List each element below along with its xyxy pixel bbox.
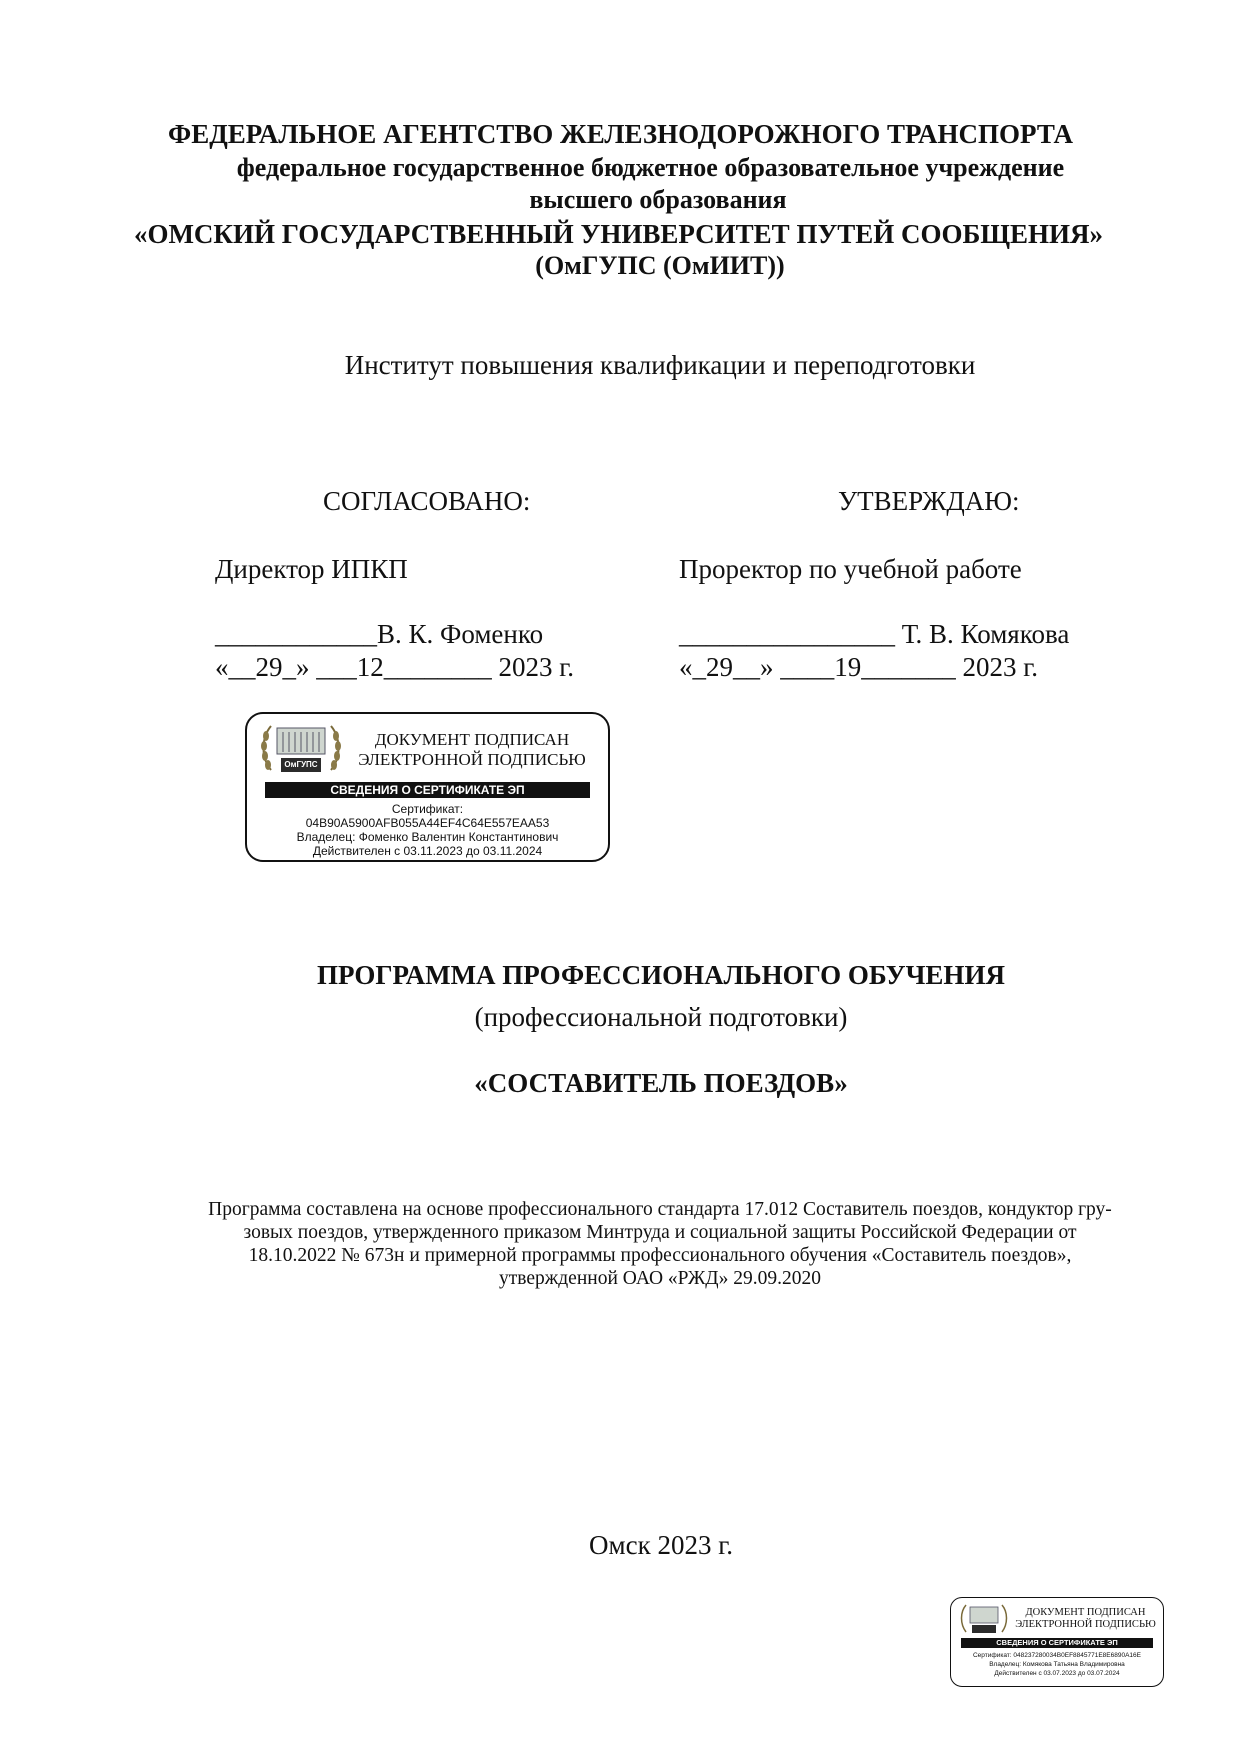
cert-label: Сертификат: bbox=[391, 802, 464, 816]
small-cert-owner: Владелец: Комякова Татьяна Владимировна bbox=[989, 1661, 1125, 1668]
small-cert-number: Сертификат: 048237280034B0EF8845771E8E6890A16E bbox=[972, 1652, 1141, 1659]
cert-number: 04B90A5900AFB055A44EF4C64E557EAA53 bbox=[305, 816, 550, 830]
agency-title: ФЕДЕРАЛЬНОЕ АГЕНТСТВО ЖЕЛЕЗНОДОРОЖНОГО ТРАНСПОРТА bbox=[168, 119, 1073, 149]
university-logo-icon bbox=[259, 720, 343, 780]
small-cert-validity: Действителен с 03.07.2023 до 03.07.2024 bbox=[994, 1670, 1120, 1677]
basis-line-4: утвержденной ОАО «РЖД» 29.09.2020 bbox=[499, 1268, 821, 1289]
agreed-position: Директор ИПКП bbox=[215, 554, 408, 584]
basis-line-2: зовых поездов, утвержденного приказом Минтруда и социальной защиты Российской Федерации от bbox=[243, 1222, 1077, 1243]
approve-signature-line: ________________ Т. В. Комякова bbox=[679, 619, 1070, 649]
stamp-title: ДОКУМЕНТ ПОДПИСАН bbox=[374, 730, 570, 749]
cert-owner: Владелец: Фоменко Валентин Константинович bbox=[296, 830, 559, 844]
agreed-signature-line: ____________В. К. Фоменко bbox=[215, 619, 544, 649]
small-certificate-info-bar: СВЕДЕНИЯ О СЕРТИФИКАТЕ ЭП bbox=[961, 1638, 1153, 1648]
program-title: ПРОГРАММА ПРОФЕССИОНАЛЬНОГО ОБУЧЕНИЯ bbox=[317, 960, 1005, 990]
approve-date-line: «_29__» ____19_______ 2023 г. bbox=[679, 652, 1039, 682]
agreed-date-line: «__29_» ___12________ 2023 г. bbox=[215, 652, 575, 682]
university-name: «ОМСКИЙ ГОСУДАРСТВЕННЫЙ УНИВЕРСИТЕТ ПУТЕЙ СООБЩЕНИЯ» bbox=[133, 219, 1104, 249]
certificate-info-bar: СВЕДЕНИЯ О СЕРТИФИКАТЕ ЭП bbox=[265, 782, 590, 798]
cert-validity: Действителен с 03.11.2023 до 03.11.2024 bbox=[312, 844, 543, 858]
small-stamp-subtitle: ЭЛЕКТРОННОЙ ПОДПИСЬЮ bbox=[1015, 1619, 1156, 1630]
program-basis bbox=[175, 1198, 1145, 1290]
basis-line-1: Программа составлена на основе профессионального стандарта 17.012 Составитель поездов, кондуктор гру- bbox=[208, 1199, 1112, 1220]
institution-level: высшего образования bbox=[529, 185, 787, 214]
small-stamp-title: ДОКУМЕНТ ПОДПИСАН bbox=[1025, 1607, 1146, 1618]
approve-heading: УТВЕРЖДАЮ: bbox=[838, 486, 1020, 516]
university-abbr: (ОмГУПС (ОмИИТ)) bbox=[535, 251, 785, 280]
university-logo-small-icon bbox=[959, 1602, 1009, 1638]
institute-name: Институт повышения квалификации и переподготовки bbox=[344, 350, 976, 380]
logo-text: ОмГУПС bbox=[284, 760, 318, 769]
approve-position: Проректор по учебной работе bbox=[679, 554, 1022, 584]
program-subtitle: (профессиональной подготовки) bbox=[474, 1002, 848, 1032]
city-year: Омск 2023 г. bbox=[589, 1530, 733, 1560]
basis-line-3: 18.10.2022 № 673н и примерной программы профессионального обучения «Составитель поездов», bbox=[248, 1245, 1072, 1266]
agreed-heading: СОГЛАСОВАНО: bbox=[323, 486, 531, 516]
institution-type: федеральное государственное бюджетное образовательное учреждение bbox=[236, 153, 1065, 182]
signature-stamp bbox=[245, 712, 610, 862]
signature-stamp-small bbox=[950, 1597, 1164, 1687]
stamp-subtitle: ЭЛЕКТРОННОЙ ПОДПИСЬЮ bbox=[358, 750, 586, 769]
program-name: «СОСТАВИТЕЛЬ ПОЕЗДОВ» bbox=[474, 1068, 848, 1098]
